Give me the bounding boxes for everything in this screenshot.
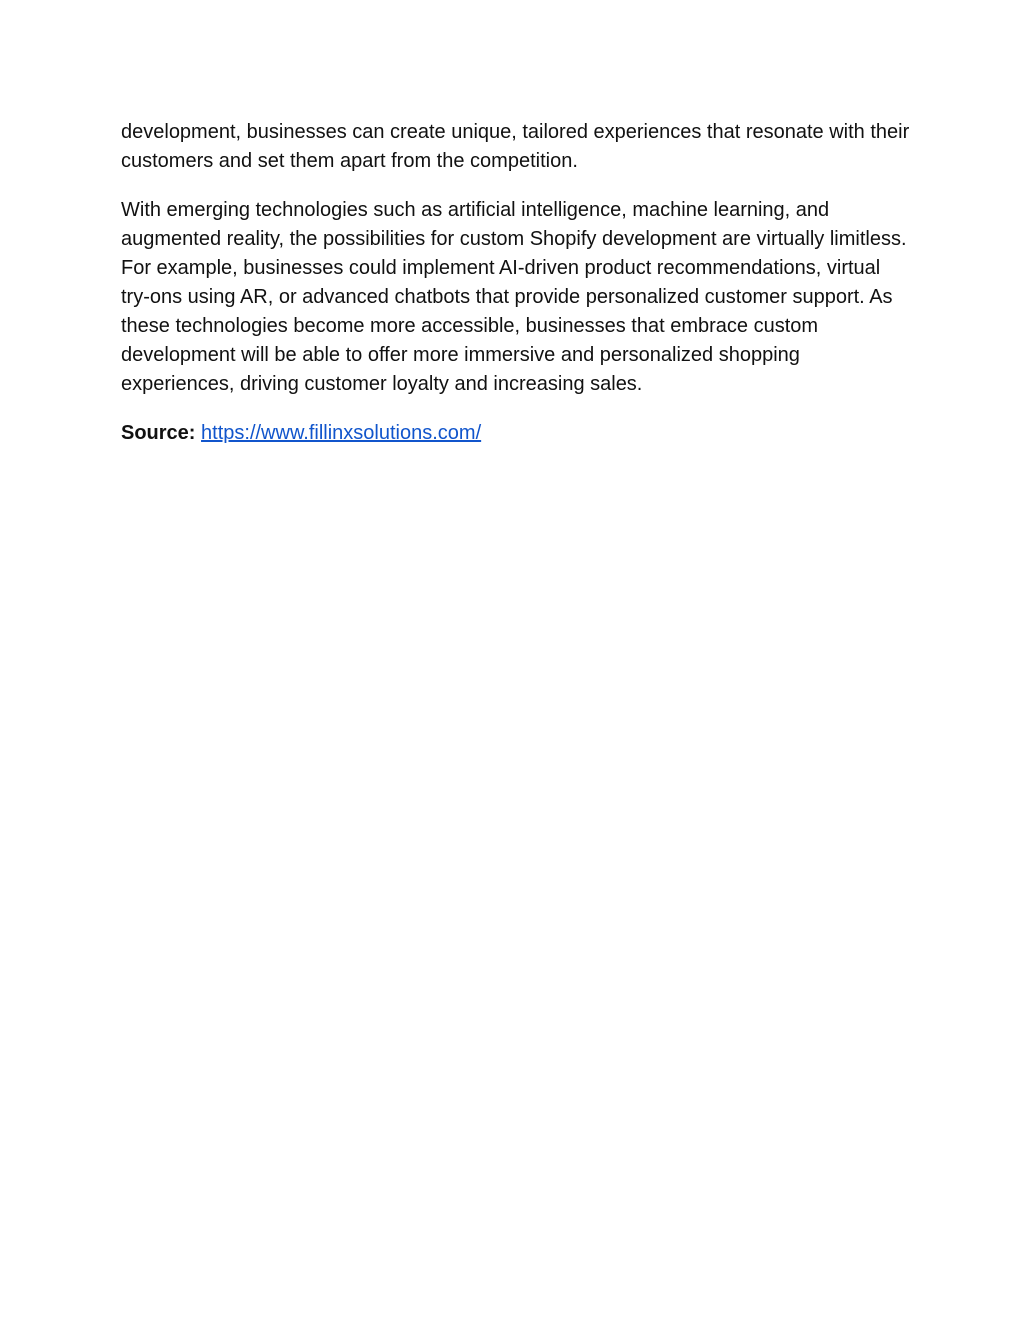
paragraph-continuation: development, businesses can create unique, tailored experiences that resonate with their customers and set them apart from the competition.	[121, 121, 910, 172]
source-link[interactable]: https://www.fillinxsolutions.com/	[201, 422, 482, 444]
document-body	[121, 118, 911, 468]
paragraph-emerging-technologies: With emerging technologies such as artificial intelligence, machine learning, and augmented reality, the possibilities for custom Shopify development are virtually limitless. For example, businesses could implement AI-driven product recommendations, virtual try-ons using AR, or advanced chatbots that provide personalized customer support. As these technologies become more accessible, businesses that embrace custom development will be able to offer more immersive and personalized shopping experiences, driving customer loyalty and increasing sales.	[121, 199, 907, 395]
source-line	[121, 419, 911, 448]
source-label: Source:	[121, 422, 196, 444]
